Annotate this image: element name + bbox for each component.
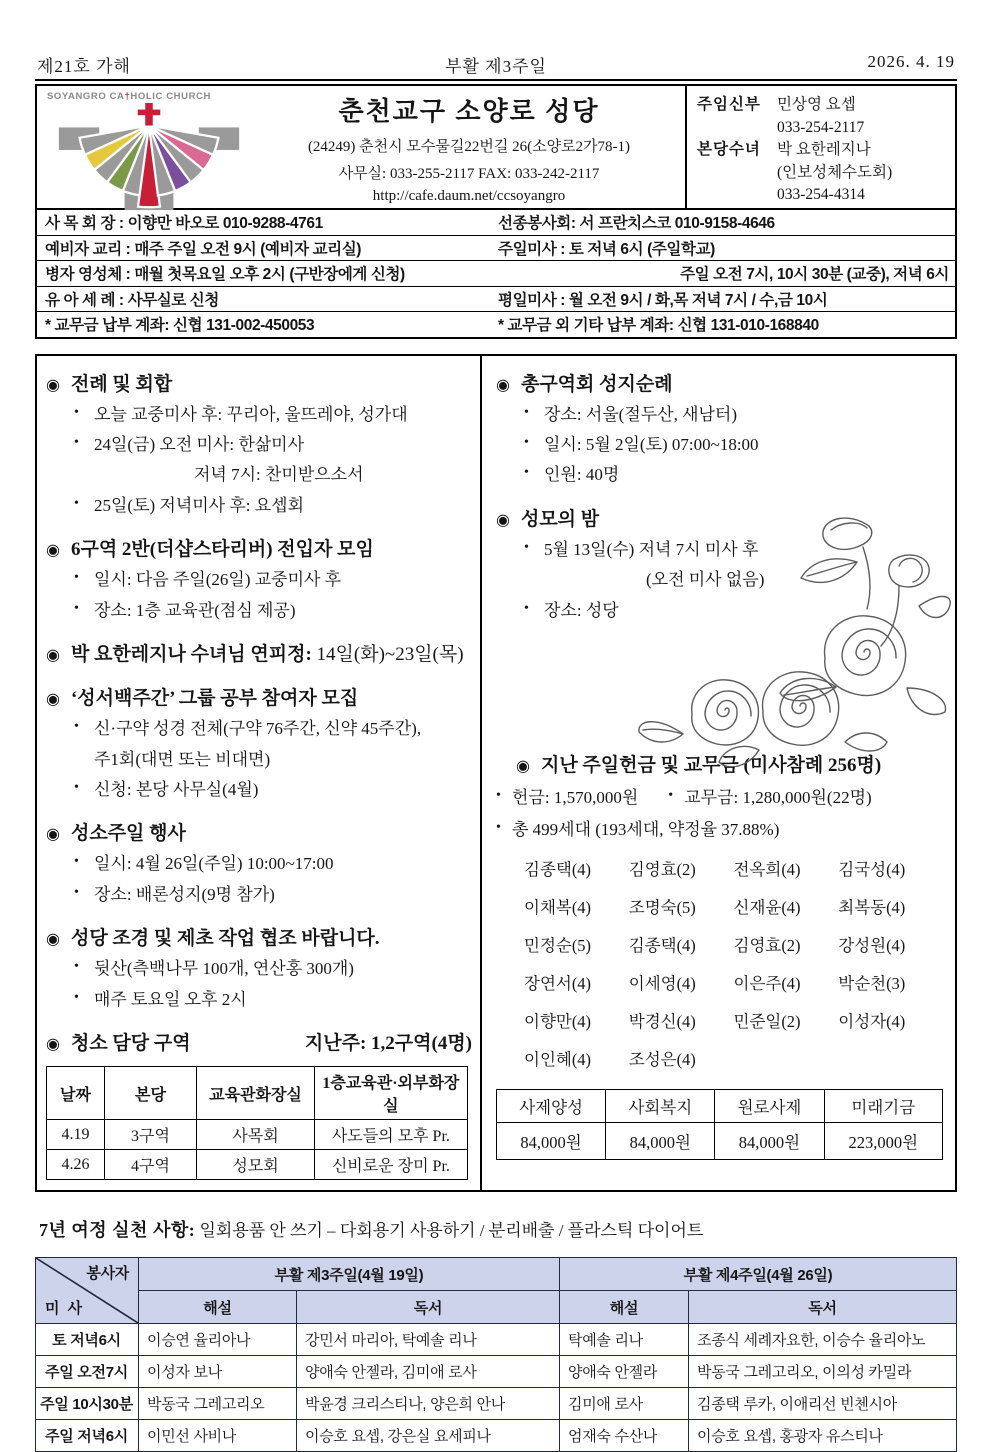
donor-name: 이성자(4) bbox=[838, 1012, 906, 1032]
item-text: 5월 13일(수) 저녁 7시 미사 후 bbox=[544, 539, 759, 559]
section-vocation-sunday bbox=[46, 818, 472, 906]
logo-caption-pre: SOYANGRO CA bbox=[47, 91, 125, 102]
sister-phone: 033-254-4314 bbox=[777, 186, 865, 203]
table-row bbox=[36, 1356, 957, 1388]
item-bullet-icon: • bbox=[496, 788, 501, 804]
table-cell: 조종식 세례자요한, 이승수 율리아노 bbox=[689, 1324, 957, 1356]
section-title: 성모의 밤 bbox=[520, 508, 600, 530]
parish-info-table bbox=[35, 210, 957, 339]
table-cell: 4.19 bbox=[47, 1120, 105, 1150]
table-row bbox=[36, 1420, 957, 1452]
item-text: 매주 토요일 오후 2시 bbox=[94, 989, 247, 1009]
list-item bbox=[46, 404, 472, 426]
table-cell: 엄재숙 수산나 bbox=[560, 1420, 689, 1452]
donor-name: 신재윤(4) bbox=[733, 898, 801, 918]
item-bullet-icon: • bbox=[74, 780, 79, 795]
info-cell: 병자 영성체 : 매월 첫목요일 오후 2시 (구반장에게 신청) bbox=[45, 266, 405, 284]
table-header-row bbox=[47, 1067, 468, 1120]
section-title: 성소주일 행사 bbox=[70, 823, 186, 845]
section-bullet-icon: ◉ bbox=[46, 1036, 60, 1054]
table-header-row bbox=[497, 1090, 943, 1123]
column-header: 본당 bbox=[105, 1067, 197, 1120]
info-row bbox=[37, 261, 955, 287]
header-box bbox=[35, 84, 957, 210]
fund-allocation-table bbox=[496, 1089, 943, 1160]
church-name: 춘천교구 소양로 성당 bbox=[338, 97, 600, 126]
table-cell: 김미애 로사 bbox=[560, 1388, 689, 1420]
table-subheader-row bbox=[36, 1291, 957, 1324]
section-district-meeting bbox=[46, 534, 472, 622]
offering-collection: 헌금: 1,570,000원 bbox=[512, 788, 639, 808]
item-bullet-icon: • bbox=[74, 854, 79, 870]
top-bar bbox=[35, 52, 957, 78]
table-cell: 84,000원 bbox=[497, 1123, 606, 1160]
section-bullet-icon: ◉ bbox=[46, 931, 60, 949]
practice-label: 7년 여정 실천 사항: bbox=[39, 1220, 196, 1241]
offering-dues: 교무금: 1,280,000원(22명) bbox=[684, 788, 872, 808]
column-header: 날짜 bbox=[47, 1067, 105, 1120]
section-title: 6구역 2반(더샵스타리버) 전입자 모임 bbox=[70, 539, 374, 561]
section-bullet-icon: ◉ bbox=[46, 542, 60, 560]
section-title: 박 요한레지나 수녀님 연피정: 14일(화)~23일(목) bbox=[70, 644, 464, 666]
item-bullet-icon: • bbox=[74, 719, 79, 735]
practice-text: 일회용품 안 쓰기 – 다회용기 사용하기 / 분리배출 / 플라스틱 다이어트 bbox=[195, 1221, 704, 1241]
column-header: 미래기금 bbox=[824, 1090, 942, 1123]
sister-phone-row bbox=[697, 184, 951, 207]
info-cell: 사 목 회 장 : 이향만 바오로 010-9288-4761 bbox=[45, 215, 323, 233]
mass-time: 주일 저녁6시 bbox=[36, 1420, 139, 1452]
item-bullet-icon: • bbox=[524, 434, 529, 450]
list-item bbox=[46, 958, 472, 980]
list-item bbox=[46, 853, 472, 875]
item-text: 신청: 본당 사무실(4월) bbox=[94, 780, 259, 799]
item-bullet-icon: • bbox=[524, 465, 529, 481]
item-text: 장소: 배론성지(9명 참가) bbox=[94, 884, 275, 904]
church-logo bbox=[37, 86, 253, 208]
section-bullet-icon: ◉ bbox=[516, 758, 530, 776]
servers-table bbox=[35, 1257, 957, 1452]
roses-illustration bbox=[631, 502, 951, 767]
donor-name: 이세영(4) bbox=[628, 974, 696, 994]
list-item bbox=[46, 600, 472, 622]
info-row bbox=[37, 287, 955, 313]
stained-glass-logo-icon bbox=[55, 103, 243, 211]
section-bullet-icon: ◉ bbox=[46, 826, 60, 844]
church-website-link[interactable]: http://cafe.daum.net/ccsoyangro bbox=[372, 188, 566, 204]
item-bullet-icon: • bbox=[524, 600, 529, 616]
donor-name: 김영효(2) bbox=[733, 936, 801, 956]
section-bullet-icon: ◉ bbox=[46, 691, 60, 709]
sister-row bbox=[697, 139, 951, 162]
section-sister-retreat bbox=[46, 639, 472, 666]
info-row bbox=[37, 236, 955, 262]
donor-name: 박순천(3) bbox=[838, 974, 906, 994]
donor-name: 김영효(2) bbox=[628, 860, 696, 880]
section-landscaping bbox=[46, 923, 472, 1011]
donor-name: 조성은(4) bbox=[628, 1050, 696, 1070]
item-text: 25일(토) 저녁미사 후: 요셉회 bbox=[94, 495, 305, 515]
item-text: 장소: 1층 교육관(점심 제공) bbox=[94, 600, 296, 620]
list-item-continuation: (오전 미사 없음) bbox=[646, 570, 765, 590]
table-cell: 3구역 bbox=[105, 1120, 197, 1150]
item-text: 오늘 교중미사 후: 꾸리아, 울뜨레야, 성가대 bbox=[94, 404, 408, 424]
list-item-continuation: 주1회(대면 또는 비대면) bbox=[94, 749, 271, 769]
column-header: 해설 bbox=[139, 1291, 297, 1324]
item-text: 장소: 성당 bbox=[544, 600, 619, 620]
column-header: 교육관화장실 bbox=[197, 1067, 315, 1120]
column-header: 독서 bbox=[297, 1291, 560, 1324]
spacer bbox=[697, 162, 777, 185]
list-item-continuation: 저녁 7시: 찬미받으소서 bbox=[194, 465, 364, 485]
list-item bbox=[496, 404, 943, 426]
section-bullet-icon: ◉ bbox=[496, 376, 510, 394]
donor-name: 이채복(4) bbox=[524, 898, 592, 918]
eco-practice-line bbox=[35, 1216, 957, 1242]
left-column bbox=[37, 356, 482, 1191]
item-bullet-icon: • bbox=[668, 788, 674, 804]
section-bullet-icon: ◉ bbox=[496, 511, 510, 529]
church-address: (24249) 춘천시 모수물길22번길 26(소양로2가78-1) bbox=[307, 139, 631, 155]
mass-time: 토 저녁6시 bbox=[36, 1324, 139, 1356]
info-cell: 선종봉사회: 서 프란치스코 010-9158-4646 bbox=[498, 215, 775, 233]
item-bullet-icon: • bbox=[74, 959, 79, 975]
donor-name: 박경신(4) bbox=[628, 1012, 696, 1032]
table-row bbox=[36, 1388, 957, 1420]
logo-caption-post: HOLIC CHURCH bbox=[130, 91, 211, 102]
item-bullet-icon: • bbox=[524, 539, 529, 555]
item-text: 장소: 서울(절두산, 새남터) bbox=[544, 404, 738, 424]
table-cell: 223,000원 bbox=[824, 1123, 942, 1160]
pastor-label: 주임신부 bbox=[697, 96, 761, 113]
donor-name: 김국성(4) bbox=[838, 860, 906, 880]
section-pilgrimage bbox=[496, 369, 943, 487]
mass-time: 주일 오전7시 bbox=[36, 1356, 139, 1388]
item-bullet-icon: • bbox=[74, 404, 79, 420]
item-text: 신·구약 성경 전체(구약 76주간, 신약 45주간), bbox=[94, 719, 422, 739]
column-header: 해설 bbox=[560, 1291, 689, 1324]
table-row bbox=[47, 1150, 468, 1180]
item-bullet-icon: • bbox=[74, 570, 79, 586]
donor-name: 이향만(4) bbox=[524, 1012, 592, 1032]
table-cell: 강민서 마리아, 탁예솔 리나 bbox=[297, 1324, 560, 1356]
sister-name: 박 요한레지나 bbox=[777, 141, 871, 158]
item-bullet-icon: • bbox=[74, 434, 79, 450]
info-cell: 예비자 교리 : 매주 주일 오전 9시 (예비자 교리실) bbox=[45, 240, 362, 258]
donor-name: 전옥희(4) bbox=[733, 860, 801, 880]
item-bullet-icon: • bbox=[74, 495, 79, 511]
office-phone-fax: 사무실: 033-255-2117 FAX: 033-242-2117 bbox=[338, 166, 600, 182]
corner-cell bbox=[36, 1258, 139, 1324]
list-item bbox=[46, 884, 472, 906]
corner-label-mass: 미 사 bbox=[45, 1300, 85, 1318]
info-cell: 유 아 세 례 : 사무실로 신청 bbox=[45, 291, 219, 309]
table-cell: 박윤경 크리스티나, 양은희 안나 bbox=[297, 1388, 560, 1420]
donor-name: 강성원(4) bbox=[838, 936, 906, 956]
table-cell: 박동국 그레고리오, 이의성 카밀라 bbox=[689, 1356, 957, 1388]
list-item bbox=[46, 495, 472, 517]
table-cell: 이승호 요셉, 강은실 요세피나 bbox=[297, 1420, 560, 1452]
sister-org-row bbox=[697, 162, 951, 185]
spacer bbox=[697, 117, 777, 140]
section-liturgy bbox=[46, 369, 472, 518]
table-cell: 박동국 그레고리오 bbox=[139, 1388, 297, 1420]
info-cell: 평일미사 : 월 오전 9시 / 화,목 저녁 7시 / 수,금 10시 bbox=[498, 291, 828, 309]
section-bible-study bbox=[46, 683, 472, 801]
section-title: 전례 및 회합 bbox=[70, 373, 173, 395]
section-cleaning-duty bbox=[46, 1028, 472, 1180]
column-header: 원로사제 bbox=[715, 1090, 824, 1123]
donor-names-grid bbox=[524, 856, 943, 1070]
info-row bbox=[37, 312, 955, 337]
info-cell: 주일미사 : 토 저녁 6시 (주일학교) bbox=[498, 240, 715, 258]
sister-org: (인보성체수도회) bbox=[777, 163, 893, 181]
table-cell: 사도들의 모후 Pr. bbox=[315, 1120, 468, 1150]
section-title: 성당 조경 및 제초 작업 협조 바랍니다. bbox=[70, 928, 380, 950]
last-week-note: 지난주: 1,2구역(4명) bbox=[304, 1033, 472, 1055]
donor-name: 장연서(4) bbox=[524, 974, 592, 994]
item-bullet-icon: • bbox=[74, 600, 79, 616]
table-cell: 양애숙 안젤라 bbox=[560, 1356, 689, 1388]
list-item bbox=[46, 718, 472, 740]
table-cell: 4.26 bbox=[47, 1150, 105, 1180]
donor-name: 민정순(5) bbox=[524, 936, 592, 956]
list-item bbox=[46, 779, 472, 801]
pastor-name: 민상영 요셉 bbox=[777, 96, 856, 113]
table-row bbox=[36, 1324, 957, 1356]
item-text: 일시: 다음 주일(26일) 교중미사 후 bbox=[94, 570, 342, 590]
donor-name: 김종택(4) bbox=[628, 936, 696, 956]
donor-name: 최복동(4) bbox=[838, 898, 906, 918]
spacer bbox=[697, 184, 777, 207]
section-title: ‘성서백주간’ 그룹 공부 참여자 모집 bbox=[70, 688, 359, 710]
offering-amounts bbox=[496, 787, 943, 809]
section-title: 청소 담당 구역 bbox=[70, 1033, 191, 1055]
table-cell: 84,000원 bbox=[715, 1123, 824, 1160]
item-text: 일시: 5월 2일(토) 07:00~18:00 bbox=[544, 434, 759, 454]
column-header: 1층교육관·외부화장실 bbox=[315, 1067, 468, 1120]
table-cell: 이민선 사비나 bbox=[139, 1420, 297, 1452]
table-cell: 양애숙 안젤라, 김미애 로사 bbox=[297, 1356, 560, 1388]
table-cell: 84,000원 bbox=[606, 1123, 715, 1160]
table-cell: 이성자 보나 bbox=[139, 1356, 297, 1388]
donor-name: 이인혜(4) bbox=[524, 1050, 592, 1070]
table-header-row bbox=[36, 1258, 957, 1291]
list-item bbox=[46, 434, 472, 456]
donor-name: 민준일(2) bbox=[733, 1012, 801, 1032]
donor-name: 이은주(4) bbox=[733, 974, 801, 994]
donor-name: 김종택(4) bbox=[524, 860, 592, 880]
column-header: 독서 bbox=[689, 1291, 957, 1324]
page-title: 부활 제3주일 bbox=[445, 57, 547, 76]
list-item bbox=[496, 464, 943, 486]
cleaning-duty-table bbox=[46, 1066, 468, 1180]
right-column bbox=[482, 356, 955, 1191]
spacer bbox=[638, 787, 668, 809]
church-title-block bbox=[253, 86, 685, 208]
section-title: 총구역회 성지순례 bbox=[520, 373, 673, 395]
cross-icon: † bbox=[124, 91, 131, 102]
column-header: 사제양성 bbox=[497, 1090, 606, 1123]
table-cell: 성모회 bbox=[197, 1150, 315, 1180]
info-row bbox=[37, 210, 955, 236]
table-cell: 4구역 bbox=[105, 1150, 197, 1180]
sister-label: 본당수녀 bbox=[697, 141, 761, 158]
list-item bbox=[46, 989, 472, 1011]
info-cell: * 교무금 외 기타 납부 계좌: 신협 131-010-168840 bbox=[498, 317, 819, 335]
section-bullet-icon: ◉ bbox=[46, 376, 60, 394]
section-title: 지난 주일헌금 및 교무금 (미사참례 256명) bbox=[540, 755, 882, 777]
corner-label-servers: 봉사자 bbox=[86, 1265, 129, 1283]
item-bullet-icon: • bbox=[74, 989, 79, 1005]
table-cell: 김종택 루카, 이애리선 빈첸시아 bbox=[689, 1388, 957, 1420]
offering-households bbox=[496, 819, 943, 841]
announcements-box bbox=[35, 354, 957, 1193]
item-text: 24일(금) 오전 미사: 한삶미사 bbox=[94, 434, 305, 454]
item-bullet-icon: • bbox=[496, 820, 501, 836]
table-cell: 신비로운 장미 Pr. bbox=[315, 1150, 468, 1180]
table-row bbox=[497, 1123, 943, 1160]
info-cell: 주일 오전 7시, 10시 30분 (교중), 저녁 6시 bbox=[680, 266, 949, 284]
week-header: 부활 제3주일(4월 19일) bbox=[139, 1258, 560, 1291]
list-item bbox=[46, 569, 472, 591]
pastor-phone: 033-254-2117 bbox=[777, 118, 865, 136]
table-cell: 이승연 율리아나 bbox=[139, 1324, 297, 1356]
column-header: 사회복지 bbox=[606, 1090, 715, 1123]
week-header: 부활 제4주일(4월 26일) bbox=[560, 1258, 957, 1291]
item-text: 일시: 4월 26일(주일) 10:00~17:00 bbox=[94, 854, 334, 874]
section-title-detail: 14일(화)~23일(목) bbox=[311, 644, 464, 666]
pastor-phone-row bbox=[697, 117, 951, 140]
table-cell: 사목회 bbox=[197, 1120, 315, 1150]
table-cell: 이승호 요셉, 홍광자 유스티나 bbox=[689, 1420, 957, 1452]
clergy-contact-block bbox=[685, 86, 955, 208]
pastor-row bbox=[697, 94, 951, 117]
info-cell: * 교무금 납부 계좌: 신협 131-002-450053 bbox=[45, 317, 315, 335]
logo-caption bbox=[47, 91, 251, 102]
list-item bbox=[496, 434, 943, 456]
item-text: 인원: 40명 bbox=[544, 465, 620, 485]
issue-number: 제21호 가해 bbox=[37, 57, 131, 76]
mass-time: 주일 10시30분 bbox=[36, 1388, 139, 1420]
item-text: 뒷산(측백나무 100개, 연산홍 300개) bbox=[94, 959, 354, 979]
item-bullet-icon: • bbox=[74, 884, 79, 900]
top-rule bbox=[35, 79, 957, 81]
section-bullet-icon: ◉ bbox=[46, 647, 60, 665]
households-text: 총 499세대 (193세대, 약정율 37.88%) bbox=[512, 820, 780, 840]
table-cell: 탁예솔 리나 bbox=[560, 1324, 689, 1356]
issue-date: 2026. 4. 19 bbox=[867, 52, 955, 71]
donor-name: 조명숙(5) bbox=[628, 898, 696, 918]
item-bullet-icon: • bbox=[524, 404, 529, 420]
table-row bbox=[47, 1120, 468, 1150]
